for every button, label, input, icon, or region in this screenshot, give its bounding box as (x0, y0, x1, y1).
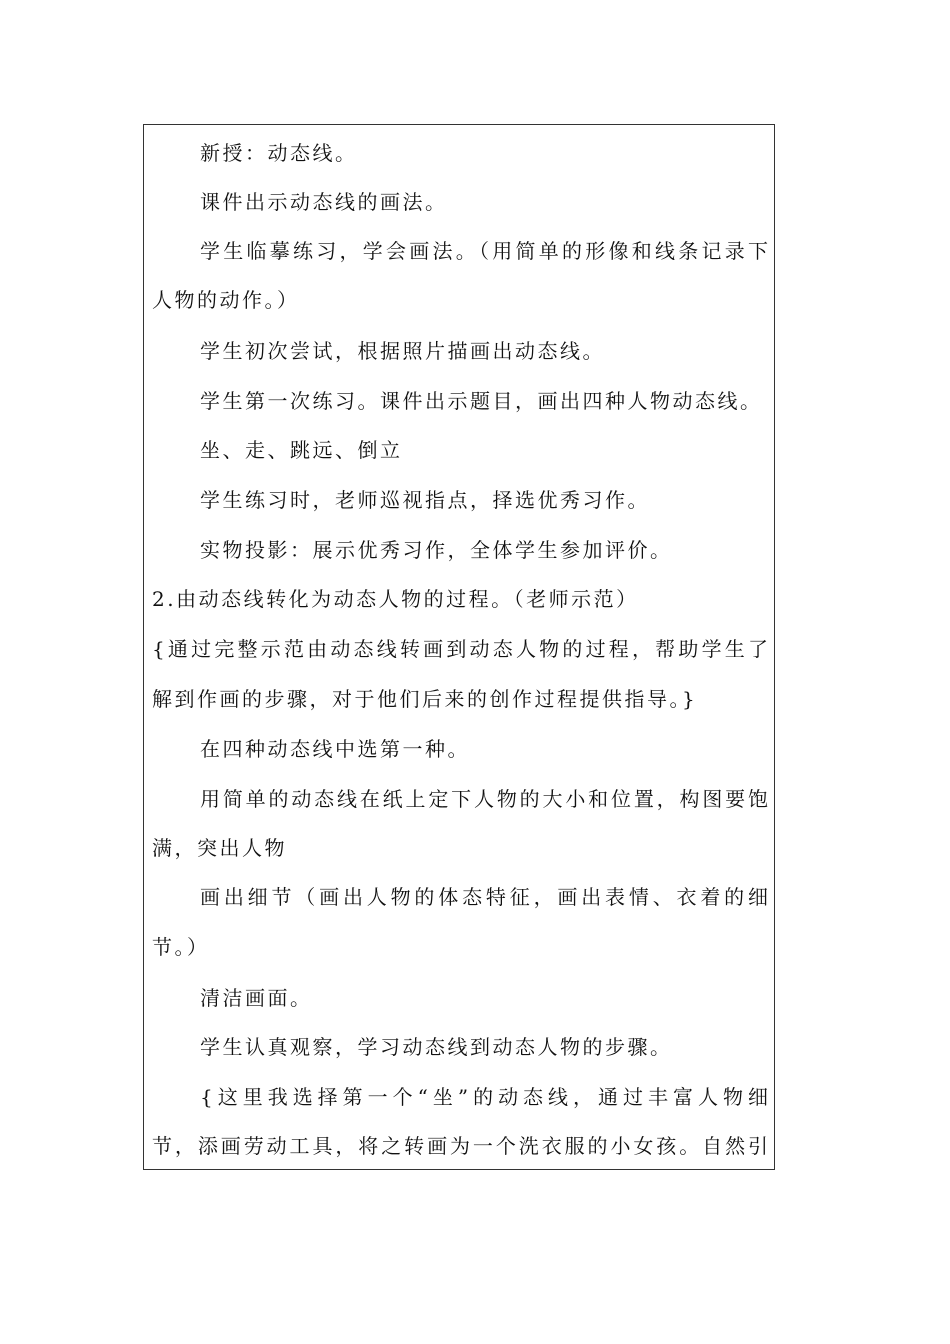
text-line: 坐、走、跳远、倒立 (200, 438, 403, 462)
text-line: 解到作画的步骤，对于他们后来的创作过程提供指导。} (152, 687, 698, 711)
text-line: 学生临摹练习，学会画法。（用简单的形像和线条记录下 (200, 239, 768, 263)
text-line: 满，突出人物 (152, 836, 287, 860)
text-line: 节，添画劳动工具，将之转画为一个洗衣服的小女孩。自然引 (152, 1134, 768, 1158)
text-line: 实物投影：展示优秀习作，全体学生参加评价。 (200, 538, 673, 562)
text-line: 节。） (152, 935, 210, 959)
section-heading: 2.由动态线转化为动态人物的过程。（老师示范） (152, 587, 639, 611)
text-line: 课件出示动态线的画法。 (200, 190, 448, 214)
text-line: {通过完整示范由动态线转画到动态人物的过程，帮助学生了 (152, 637, 768, 661)
text-line: 学生第一次练习。课件出示题目，画出四种人物动态线。 (200, 389, 763, 413)
text-line: 在四种动态线中选第一种。 (200, 737, 470, 761)
text-line: 用简单的动态线在纸上定下人物的大小和位置，构图要饱 (200, 787, 768, 811)
text-line: 画出细节（画出人物的体态特征，画出表情、衣着的细 (200, 885, 768, 909)
text-line: 学生练习时，老师巡视指点，择选优秀习作。 (200, 488, 650, 512)
text-line: 新授：动态线。 (200, 141, 358, 165)
text-line: 学生初次尝试，根据照片描画出动态线。 (200, 339, 605, 363)
text-line: {这里我选择第一个“坐”的动态线，通过丰富人物细 (200, 1085, 768, 1109)
lesson-plan-table-cell (143, 124, 775, 1170)
text-line: 清洁画面。 (200, 986, 313, 1010)
text-line: 人物的动作。） (152, 288, 300, 312)
text-line: 学生认真观察，学习动态线到动态人物的步骤。 (200, 1035, 673, 1059)
